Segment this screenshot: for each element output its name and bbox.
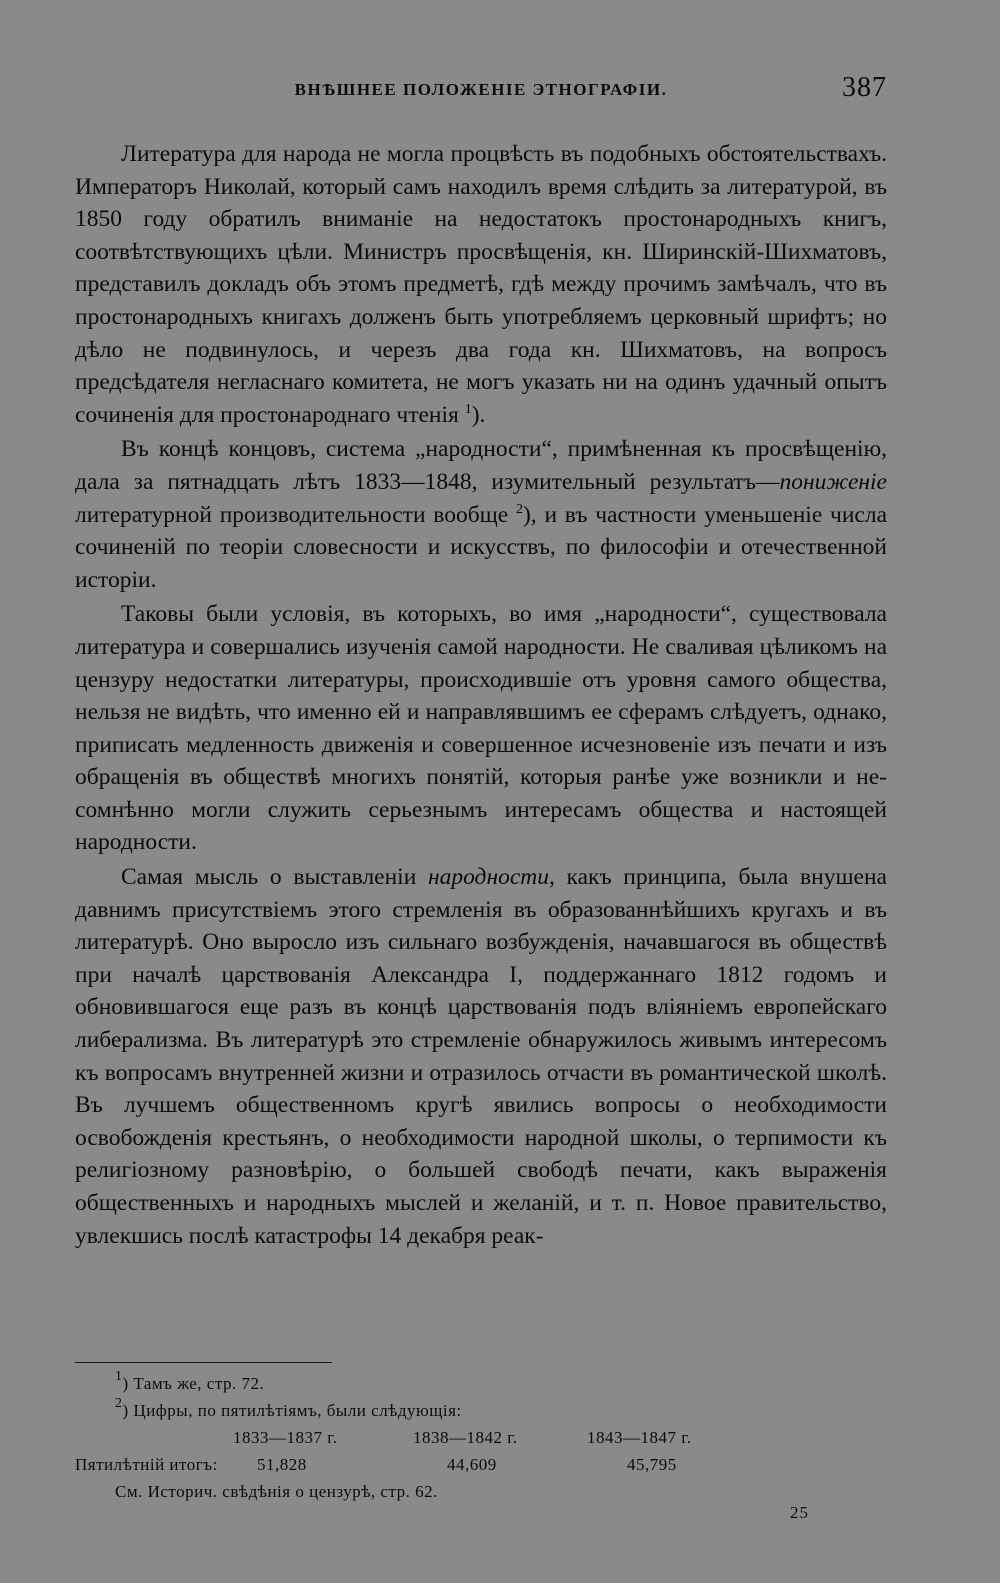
footnote-table (75, 1424, 887, 1478)
page-header (75, 72, 887, 108)
paragraph (75, 861, 887, 1252)
period-label: 1838—1842 г. (413, 1428, 518, 1447)
paragraph (75, 433, 887, 596)
text-run: ), и въ частности уменьшеніе числа сочиненій по теоріи словесности и искусствъ, по философіи и отечественной исторіи. (75, 501, 887, 593)
paragraph (75, 138, 887, 431)
text-run: Самая мысль о выставленіи (121, 864, 428, 891)
paragraph (75, 598, 887, 859)
page-number: 387 (842, 72, 887, 103)
footnote-ref: 2 (515, 501, 523, 517)
footnote-ref: 1 (464, 401, 472, 417)
printer-signature: 25 (790, 1503, 809, 1522)
footnote-mark: 1 (115, 1369, 123, 1384)
footnote-text: См. Историч. свѣдѣнія о цензурѣ, стр. 62. (115, 1482, 438, 1501)
total-value: 44,609 (447, 1455, 497, 1474)
footnote-1 (75, 1370, 887, 1397)
italic-text: пониженіе (779, 468, 887, 495)
footnote-text: ) Тамъ же, стр. 72. (122, 1374, 265, 1393)
text-run: литературной производительности вообще (75, 501, 516, 528)
footnote-source (75, 1478, 887, 1505)
text-run: ). (471, 401, 486, 428)
footnote-divider (75, 1362, 332, 1363)
italic-text: народности (427, 864, 549, 891)
footnotes (75, 1370, 887, 1505)
footnote-2 (75, 1397, 887, 1424)
footnote-mark: 2 (115, 1396, 123, 1411)
text-run: Таковы были условія, въ которыхъ, во имя „народности“, существовала литература и совершались изученія самой народности. Не сваливая цѣликомъ на цензуру недостатки литературы, происходившіе отъ уровня самого общества, нельзя не видѣть, что именно ей и направлявшимъ ее сферамъ слѣдуетъ, однако, приписать медленность движенія и совершенное исчезновеніе изъ печати и изъ обращенія въ обществѣ многихъ понятій, которыя ранѣе уже возникли и несомнѣнно могли служить серьезнымъ интересамъ общества и настоящей народности. (75, 601, 887, 856)
footnote-text: ) Цифры, по пятилѣтіямъ, были слѣдующія: (122, 1401, 462, 1420)
text-run: , какъ принципа, была внушена давнимъ присутствіемъ этого стремленія въ образованнѣйшихъ кругахъ и въ литературѣ. Оно выросло изъ сильнаго возбужденія, начавшагося въ обществѣ при началѣ царствованія Александра I, поддержаннаго 1812 годомъ и обновившагося еще разъ въ концѣ царствованія подъ вліяніемъ европейскаго либерализма. Въ литературѣ это стремленіе обнаружилось живымъ интересомъ къ вопросамъ внутренней жизни и отразилось отчасти въ романтической школѣ. Въ лучшемъ общественномъ кругѣ явились вопросы о необходимости освобожденія крестьянъ, о необходимости народной школы, о терпимости къ религіозному разновѣрію, о большей свободѣ печати, какъ выраженія общественныхъ и народныхъ мыслей и желаній, и т. п. Новое правительство, увлекшись послѣ катастрофы 14 декабря реак- (75, 864, 887, 1249)
body-text (75, 138, 887, 1252)
period-label: 1833—1837 г. (233, 1428, 338, 1447)
period-label: 1843—1847 г. (587, 1428, 692, 1447)
text-run: Въ концѣ концовъ, система „народности“, примѣненная къ просвѣщенію, дала за пятнадцать лѣтъ 1833—1848, изумительный результатъ— (75, 436, 887, 495)
total-value: 45,795 (627, 1455, 677, 1474)
text-run: Литература для народа не могла процвѣсть въ подобныхъ обстоятельствахъ. Императоръ Николай, который самъ находилъ время слѣдить за литературой, въ 1850 году обратилъ вниманіе на недостатокъ простонародныхъ книгъ, соотвѣтствующихъ цѣли. Министръ просвѣщенія, кн. Ширинскій-Шихматовъ, представилъ докладъ объ этомъ предметѣ, гдѣ между прочимъ замѣчалъ, что въ простонародныхъ книгахъ долженъ быть употребляемъ церковный шрифтъ; но дѣло не подвинулось, и черезъ два года кн. Шихматовъ, на вопросъ предсѣдателя негласнаго комитета, не могъ указать ни на одинъ удачный опытъ сочиненія для простонароднаго чтенія (75, 141, 887, 428)
total-value: 51,828 (257, 1455, 307, 1474)
running-title: ВНѢШНЕЕ ПОЛОЖЕНІЕ ЭТНОГРАФІИ. (294, 80, 668, 99)
totals-label: Пятилѣтній итогъ: (75, 1455, 218, 1474)
